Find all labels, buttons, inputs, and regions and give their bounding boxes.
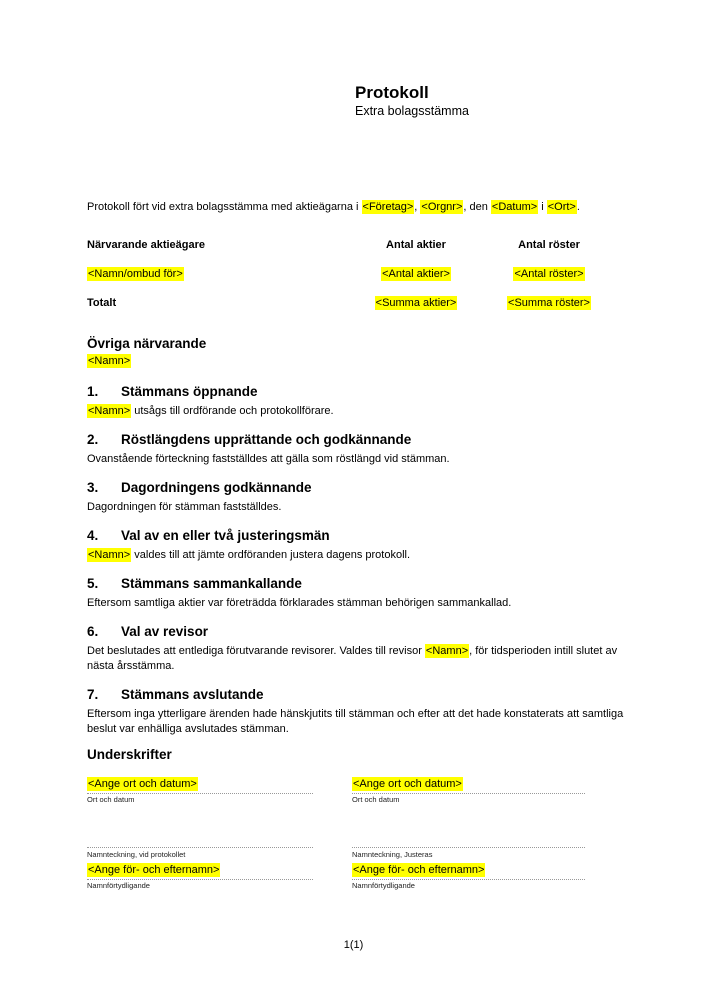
- section-body: [87, 452, 627, 467]
- col-header-shares: Antal aktier: [386, 239, 446, 251]
- name-line: [352, 863, 585, 880]
- intro-paragraph: [87, 200, 580, 215]
- name-placeholder[interactable]: <Ange för- och efternamn>: [88, 864, 220, 876]
- place-date-caption: Ort och datum: [87, 795, 135, 804]
- section-head: [87, 432, 627, 448]
- section-5: [87, 576, 627, 611]
- text-segment: ,: [414, 201, 421, 213]
- placeholder-field[interactable]: <Orgnr>: [421, 201, 463, 213]
- signature-space: [87, 804, 313, 847]
- section-number: 3.: [87, 480, 99, 495]
- text-segment: Ovanstående förteckning fastställdes att gälla som röstlängd vid stämman.: [87, 453, 450, 465]
- section-head: [87, 480, 627, 496]
- page-number: 1(1): [343, 939, 364, 951]
- text-segment: , för tidsperioden intill slutet av nästa årsstämma.: [87, 645, 618, 672]
- section-heading: Val av en eller två justeringsmän: [121, 528, 330, 543]
- placeholder-field[interactable]: <Namn>: [88, 405, 131, 417]
- total-label: Totalt: [87, 297, 117, 309]
- total-votes-placeholder[interactable]: <Summa röster>: [508, 297, 590, 309]
- text-segment: .: [576, 201, 580, 213]
- signature-space: [352, 804, 585, 847]
- section-body: [87, 404, 627, 419]
- section-body: [87, 548, 627, 563]
- section-heading: Stämmans avslutande: [121, 687, 264, 702]
- section-2: [87, 432, 627, 467]
- numbered-sections: [87, 384, 627, 750]
- others-present-heading: Övriga närvarande: [87, 336, 207, 351]
- signature-caption: Namnteckning, Justeras: [352, 850, 433, 859]
- section-heading: Stämmans sammankallande: [121, 576, 302, 591]
- attendance-total-row: [87, 296, 618, 310]
- placeholder-field[interactable]: <Namn>: [425, 645, 469, 657]
- section-body: [87, 707, 627, 737]
- placeholder-field[interactable]: <Företag>: [362, 201, 414, 213]
- section-number: 6.: [87, 624, 99, 639]
- section-head: [87, 624, 627, 640]
- others-present-section: [87, 335, 206, 368]
- section-4: [87, 528, 627, 563]
- section-6: [87, 624, 627, 674]
- col-header-votes: Antal röster: [518, 239, 580, 251]
- placeholder-field[interactable]: <Ort>: [547, 201, 576, 213]
- attendance-header-row: [87, 238, 618, 252]
- signatures-section: [87, 746, 620, 890]
- signature-line: [87, 847, 313, 848]
- document-title: Protokoll: [355, 83, 429, 102]
- others-present-value: [87, 354, 206, 368]
- section-heading: Röstlängdens upprättande och godkännande: [121, 432, 412, 447]
- text-segment: , den: [463, 201, 491, 213]
- section-head: [87, 528, 627, 544]
- place-date-placeholder[interactable]: <Ange ort och datum>: [353, 778, 462, 790]
- section-head: [87, 384, 627, 400]
- page-footer: [0, 938, 707, 952]
- attendee-name-placeholder[interactable]: <Namn/ombud för>: [88, 268, 183, 280]
- section-1: [87, 384, 627, 419]
- section-number: 4.: [87, 528, 99, 543]
- attendee-shares-placeholder[interactable]: <Antal aktier>: [382, 268, 450, 280]
- text-segment: i: [538, 201, 547, 213]
- text-segment: Protokoll fört vid extra bolagsstämma med aktieägarna i: [87, 201, 362, 213]
- section-body: [87, 500, 627, 515]
- section-number: 7.: [87, 687, 99, 702]
- placeholder-field[interactable]: <Namn>: [88, 355, 131, 367]
- section-number: 2.: [87, 432, 99, 447]
- section-7: [87, 687, 627, 737]
- name-caption: Namnförtydligande: [352, 881, 415, 890]
- text-segment: valdes till att jämte ordföranden justera dagens protokoll.: [131, 549, 411, 561]
- section-heading: Stämmans öppnande: [121, 384, 258, 399]
- placeholder-field[interactable]: <Datum>: [491, 201, 538, 213]
- signature-caption: Namnteckning, vid protokollet: [87, 850, 186, 859]
- text-segment: Eftersom inga ytterligare ärenden hade hänskjutits till stämman och efter att det hade konstaterats att samtliga beslut var enhälliga avslutades stämman.: [87, 708, 624, 735]
- attendance-row: [87, 267, 618, 281]
- attendee-votes-placeholder[interactable]: <Antal röster>: [514, 268, 584, 280]
- section-heading: Val av revisor: [121, 624, 209, 639]
- place-date-placeholder[interactable]: <Ange ort och datum>: [88, 778, 197, 790]
- section-body: [87, 644, 627, 674]
- section-head: [87, 576, 627, 592]
- name-caption: Namnförtydligande: [87, 881, 150, 890]
- section-number: 1.: [87, 384, 99, 399]
- section-head: [87, 687, 627, 703]
- text-segment: Det beslutades att entlediga förutvarande revisorer. Valdes till revisor: [87, 645, 425, 657]
- place-date-line: [87, 776, 313, 794]
- signature-column-right: [352, 776, 585, 890]
- col-header-attendees: Närvarande aktieägare: [87, 239, 206, 251]
- section-heading: Dagordningens godkännande: [121, 480, 312, 495]
- placeholder-field[interactable]: <Namn>: [88, 549, 131, 561]
- attendance-table: [87, 238, 618, 325]
- section-3: [87, 480, 627, 515]
- place-date-line: [352, 776, 585, 794]
- section-number: 5.: [87, 576, 99, 591]
- signatures-heading: Underskrifter: [87, 747, 172, 762]
- signature-grid: [87, 776, 620, 890]
- document-subtitle: Extra bolagsstämma: [355, 104, 469, 118]
- title-block: [355, 83, 469, 119]
- total-shares-placeholder[interactable]: <Summa aktier>: [375, 297, 457, 309]
- signature-line: [352, 847, 585, 848]
- place-date-caption: Ort och datum: [352, 795, 400, 804]
- text-segment: utsågs till ordförande och protokollförare.: [131, 405, 334, 417]
- text-segment: Dagordningen för stämman fastställdes.: [87, 501, 282, 513]
- name-line: [87, 863, 313, 880]
- text-segment: Eftersom samtliga aktier var företrädda förklarades stämman behörigen sammankallad.: [87, 597, 512, 609]
- signature-column-left: [87, 776, 313, 890]
- name-placeholder[interactable]: <Ange för- och efternamn>: [353, 864, 485, 876]
- section-body: [87, 596, 627, 611]
